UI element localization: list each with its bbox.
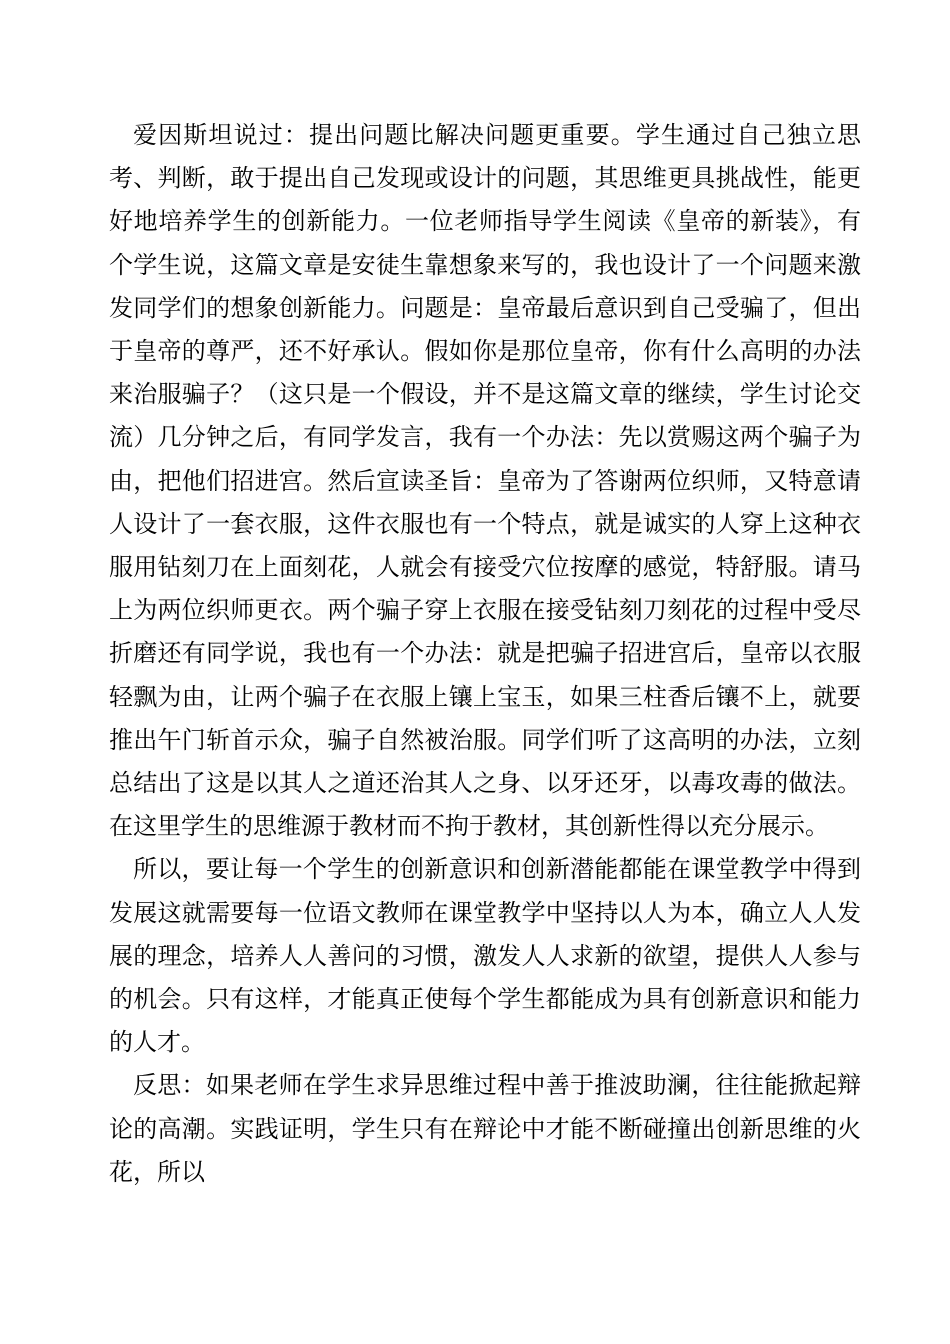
paragraph-conclusion: 所以，要让每一个学生的创新意识和创新潜能都能在课堂教学中得到发展这就需要每一位语文教师在课堂教学中坚持以人为本，确立人人发展的理念，培养人人善问的习惯，激发人人求新的欲望，提供人人参与的机会。只有这样，才能真正使每个学生都能成为具有创新意识和能力的人才。 bbox=[109, 855, 861, 1057]
paragraph-reflection: 反思：如果老师在学生求异思维过程中善于推波助澜，往往能掀起辩论的高潮。实践证明，学生只有在辩论中才能不断碰撞出创新思维的火花，所以 bbox=[109, 1071, 861, 1186]
document-page bbox=[109, 114, 861, 1194]
paragraph-einstein-quote: 爱因斯坦说过：提出问题比解决问题更重要。学生通过自己独立思考、判断，敢于提出自己发现或设计的问题，其思维更具挑战性，能更好地培养学生的创新能力。一位老师指导学生阅读《皇帝的新装》，有个学生说，这篇文章是安徒生靠想象来写的，我也设计了一个问题来激发同学们的想象创新能力。问题是：皇帝最后意识到自己受骗了，但出于皇帝的尊严，还不好承认。假如你是那位皇帝，你有什么高明的办法来治服骗子？（这只是一个假设，并不是这篇文章的继续，学生讨论交流）几分钟之后，有同学发言，我有一个办法：先以赏赐这两个骗子为由，把他们招进宫。然后宣读圣旨：皇帝为了答谢两位织师，又特意请人设计了一套衣服，这件衣服也有一个特点，就是诚实的人穿上这种衣服用钻刻刀在上面刻花，人就会有接受穴位按摩的感觉，特舒服。请马上为两位织师更衣。两个骗子穿上衣服在接受钻刻刀刻花的过程中受尽折磨还有同学说，我也有一个办法：就是把骗子招进宫后，皇帝以衣服轻飘为由，让两个骗子在衣服上镶上宝玉，如果三柱香后镶不上，就要推出午门斩首示众，骗子自然被治服。同学们听了这高明的办法，立刻总结出了这是以其人之道还治其人之身、以牙还牙，以毒攻毒的做法。在这里学生的思维源于教材而不拘于教材，其创新性得以充分展示。 bbox=[109, 121, 861, 841]
